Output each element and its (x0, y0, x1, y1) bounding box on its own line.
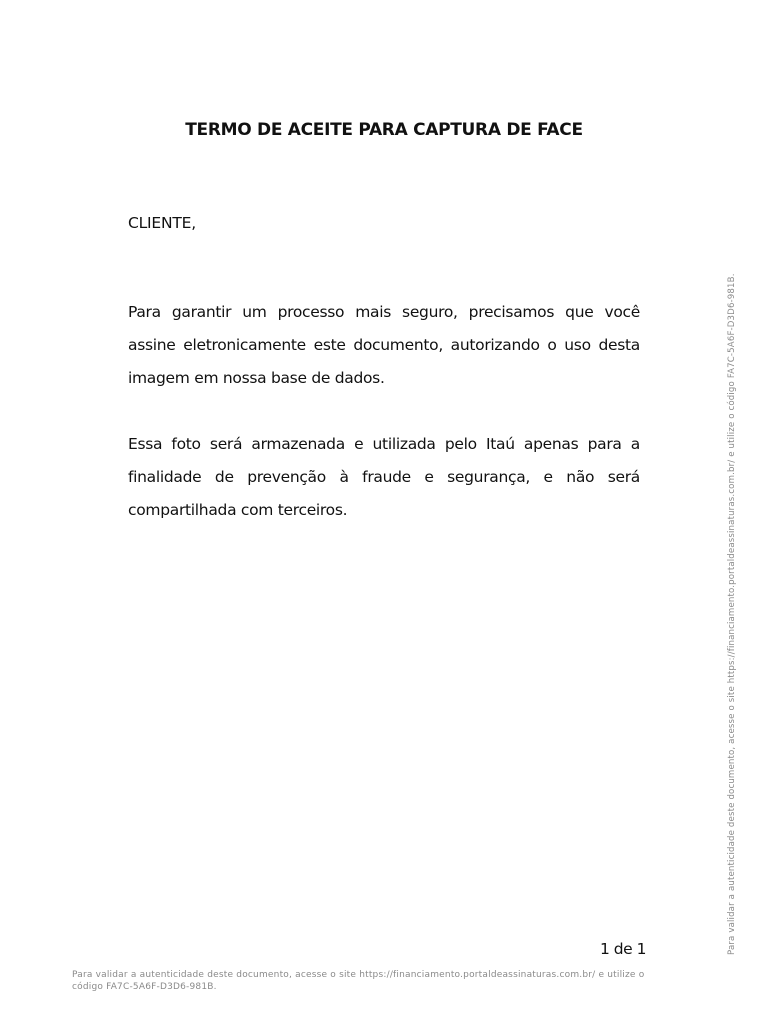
paragraph-usage: Essa foto será armazenada e utilizada pelo Itaú apenas para a finalidade de prevenção à fraude e segurança, e não será compartilhada com terceiros. (128, 435, 640, 519)
footer-validation-note: Para validar a autenticidade deste documento, acesse o site https://financiamento.portaldeassinaturas.com.br/ e utilize o código FA7C-5A6F-D3D6-981B. (72, 970, 645, 992)
document-title: TERMO DE ACEITE PARA CAPTURA DE FACE (185, 120, 583, 140)
side-validation-note: Para validar a autenticidade deste documento, acesse o site https://financiamento.portaldeassinaturas.com.br/ e utilize o código FA7C-5A6F-D3D6-981B. (727, 273, 737, 955)
greeting-text: CLIENTE, (128, 214, 197, 232)
paragraph-consent: Para garantir um processo mais seguro, precisamos que você assine eletronicamente este documento, autorizando o uso desta imagem em nossa base de dados. (128, 303, 640, 387)
page-number: 1 de 1 (600, 940, 646, 958)
